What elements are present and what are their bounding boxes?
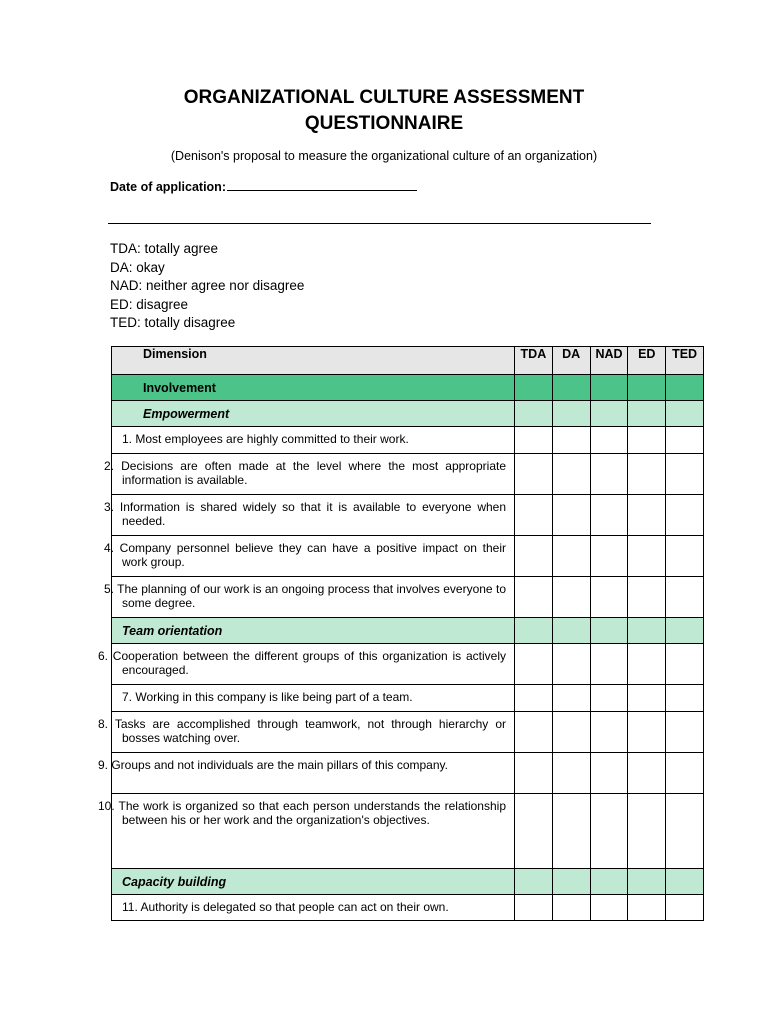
answer-cell-nad[interactable] [590,685,628,712]
table-row [112,495,704,536]
header-da: DA [552,347,590,375]
subsection-cell [628,401,666,427]
subsection-cell [666,401,704,427]
answer-cell-ted[interactable] [666,794,704,869]
question-text: 8. Tasks are accomplished through teamwork, not through hierarchy or bosses watching over. [112,712,515,753]
answer-cell-da[interactable] [552,536,590,577]
answer-cell-nad[interactable] [590,577,628,618]
answer-cell-tda[interactable] [515,495,553,536]
table-row [112,794,704,869]
answer-cell-tda[interactable] [515,753,553,794]
subsection-row-empowerment [112,401,704,427]
answer-cell-nad[interactable] [590,495,628,536]
section-row-involvement [112,375,704,401]
answer-cell-ed[interactable] [628,536,666,577]
table-row [112,577,704,618]
answer-cell-ted[interactable] [666,427,704,454]
answer-cell-tda[interactable] [515,454,553,495]
legend [110,240,304,333]
subtitle: (Denison's proposal to measure the organizational culture of an organization) [170,149,598,163]
subsection-cell [552,401,590,427]
subsection-cell [590,618,628,644]
blank-line[interactable] [108,223,651,224]
question-text: 11. Authority is delegated so that people can act on their own. [112,895,515,921]
questionnaire-table [98,346,704,921]
answer-cell-ted[interactable] [666,644,704,685]
answer-cell-ed[interactable] [628,495,666,536]
answer-cell-da[interactable] [552,794,590,869]
section-cell [666,375,704,401]
answer-cell-ted[interactable] [666,895,704,921]
header-ted: TED [666,347,704,375]
answer-cell-ted[interactable] [666,753,704,794]
section-cell [515,375,553,401]
subsection-cell [515,618,553,644]
question-text: 4. Company personnel believe they can have a positive impact on their work group. [112,536,515,577]
answer-cell-da[interactable] [552,712,590,753]
answer-cell-ed[interactable] [628,577,666,618]
answer-cell-nad[interactable] [590,753,628,794]
answer-cell-tda[interactable] [515,536,553,577]
answer-cell-da[interactable] [552,753,590,794]
answer-cell-da[interactable] [552,685,590,712]
section-cell [628,375,666,401]
subsection-cell [590,401,628,427]
title-line-2: QUESTIONNAIRE [304,113,464,134]
answer-cell-ed[interactable] [628,753,666,794]
subsection-label-capacity-building: Capacity building [112,869,515,895]
answer-cell-ted[interactable] [666,536,704,577]
subsection-cell [515,869,553,895]
answer-cell-tda[interactable] [515,644,553,685]
answer-cell-da[interactable] [552,895,590,921]
answer-cell-ted[interactable] [666,454,704,495]
legend-item-ted: TED: totally disagree [110,315,236,331]
answer-cell-nad[interactable] [590,712,628,753]
answer-cell-ed[interactable] [628,794,666,869]
answer-cell-nad[interactable] [590,536,628,577]
answer-cell-ted[interactable] [666,685,704,712]
subsection-cell [628,869,666,895]
answer-cell-da[interactable] [552,495,590,536]
subsection-cell [628,618,666,644]
answer-cell-da[interactable] [552,644,590,685]
answer-cell-tda[interactable] [515,427,553,454]
table-header-row [112,347,704,375]
header-ed: ED [628,347,666,375]
section-cell [590,375,628,401]
question-text: 10. The work is organized so that each person understands the relationship between his or her work and the organization's objectives. [112,794,515,869]
table-row [112,712,704,753]
subsection-row-team-orientation [112,618,704,644]
header-dimension: Dimension [112,347,515,375]
header-nad: NAD [590,347,628,375]
question-text: 2. Decisions are often made at the level where the most appropriate information is available. [112,454,515,495]
subsection-cell [515,401,553,427]
legend-item-tda: TDA: totally agree [110,241,219,256]
answer-cell-ed[interactable] [628,454,666,495]
table-row [112,427,704,454]
answer-cell-tda[interactable] [515,685,553,712]
subsection-cell [666,618,704,644]
subsection-cell [590,869,628,895]
date-blank-line[interactable] [227,177,417,191]
section-cell [552,375,590,401]
table-row [112,536,704,577]
section-label-involvement: Involvement [112,375,515,401]
question-text: 6. Cooperation between the different groups of this organization is actively encouraged. [112,644,515,685]
date-of-application [110,177,417,194]
answer-cell-ed[interactable] [628,712,666,753]
answer-cell-da[interactable] [552,427,590,454]
answer-cell-nad[interactable] [590,644,628,685]
answer-cell-ted[interactable] [666,495,704,536]
answer-cell-tda[interactable] [515,577,553,618]
answer-cell-ed[interactable] [628,685,666,712]
answer-cell-tda[interactable] [515,895,553,921]
subsection-label-empowerment: Empowerment [112,401,515,427]
answer-cell-nad[interactable] [590,794,628,869]
question-text: 1. Most employees are highly committed to their work. [112,427,515,454]
legend-item-nad: NAD: neither agree nor disagree [110,278,305,294]
header-tda: TDA [515,347,553,375]
subsection-row-capacity-building [112,869,704,895]
subsection-cell [552,869,590,895]
answer-cell-tda[interactable] [515,712,553,753]
table-row [112,895,704,921]
table-row [112,454,704,495]
question-text: 9. Groups and not individuals are the main pillars of this company. [112,753,515,794]
answer-cell-ted[interactable] [666,577,704,618]
table-row [112,644,704,685]
question-text: 7. Working in this company is like being part of a team. [112,685,515,712]
answer-cell-nad[interactable] [590,427,628,454]
answer-cell-ted[interactable] [666,712,704,753]
table-row [112,753,704,794]
legend-item-da: DA: okay [110,259,165,275]
subsection-label-team-orientation: Team orientation [112,618,515,644]
answer-cell-nad[interactable] [590,454,628,495]
title-line-1: ORGANIZATIONAL CULTURE ASSESSMENT [183,87,585,108]
answer-cell-nad[interactable] [590,895,628,921]
legend-item-ed: ED: disagree [110,296,189,312]
subsection-cell [552,618,590,644]
question-text: 5. The planning of our work is an ongoing process that involves everyone to some degree. [112,577,515,618]
table-row [112,685,704,712]
answer-cell-ed[interactable] [628,644,666,685]
answer-cell-da[interactable] [552,577,590,618]
subsection-cell [666,869,704,895]
answer-cell-ed[interactable] [628,895,666,921]
question-text: 3. Information is shared widely so that it is available to everyone when needed. [112,495,515,536]
answer-cell-da[interactable] [552,454,590,495]
answer-cell-tda[interactable] [515,794,553,869]
date-label: Date of application: [110,180,226,194]
answer-cell-ed[interactable] [628,427,666,454]
document-title [0,85,768,137]
